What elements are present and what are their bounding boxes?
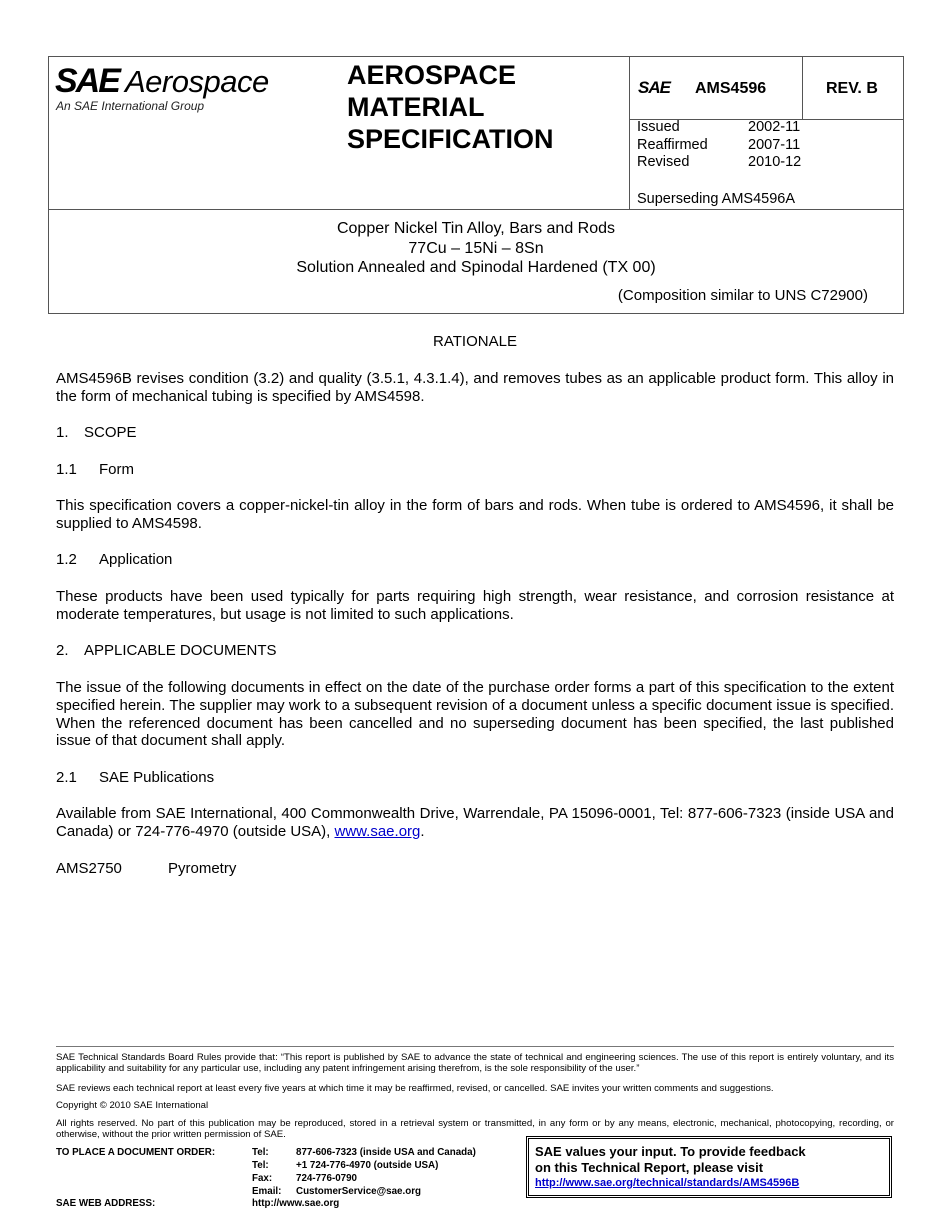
contact-label: Tel: (252, 1147, 269, 1158)
application-paragraph: These products have been used typically for parts requiring high strength, wear resistance, and corrosion resistance at moderate temperatures, but usage is not limited to such applications. (56, 588, 894, 623)
date-table (637, 119, 801, 172)
logo-sae-text: SAE (55, 62, 119, 100)
footer-rules-text: SAE Technical Standards Board Rules provide that: “This report is published by SAE to advance the state of technical and engineering sciences. The use of this report is entirely voluntary, and its applicability and suitability for any particular use, including any patent infringement arising therefrom, is the sole responsibility of the user.” (56, 1052, 894, 1075)
title-line: 77Cu – 15Ni – 8Sn (408, 239, 544, 257)
feedback-text: SAE values your input. To provide feedback (535, 1144, 806, 1159)
section-number: 2.1 (56, 769, 77, 786)
date-label: Reaffirmed (637, 136, 708, 153)
contact-row (252, 1146, 476, 1159)
rationale-paragraph: AMS4596B revises condition (3.2) and quality (3.5.1, 4.3.1.4), and removes tubes as an applicable product form. This alloy in the form of mechanical tubing is specified by AMS4598. (56, 370, 894, 405)
composition-note: (Composition similar to UNS C72900) (617, 287, 868, 304)
feedback-link[interactable]: http://www.sae.org/technical/standards/AMS4596B (535, 1177, 800, 1189)
doc-type-line: MATERIAL (347, 92, 485, 122)
header-divider (49, 209, 903, 210)
reference-row (56, 860, 236, 877)
section-form-heading (56, 461, 134, 478)
contact-row (252, 1185, 476, 1198)
document-id-row (630, 57, 904, 120)
title-line: Solution Annealed and Spinodal Hardened (TX 00) (296, 259, 656, 276)
section-number: 1.1 (56, 461, 77, 478)
section-publications-heading (56, 769, 214, 786)
publications-text: Available from SAE International, 400 Commonwealth Drive, Warrendale, PA 15096-0001, Tel: 877-606-7323 (inside USA and Canada) or 724-776-4970 (outside USA), (56, 805, 894, 840)
publications-paragraph (56, 805, 894, 841)
rationale-heading: RATIONALE (433, 333, 517, 350)
reference-title: Pyrometry (168, 860, 237, 877)
footer-review-text: SAE reviews each technical report at least every five years at which time it may be reaffirmed, revised, or cancelled. SAE invites your written comments and suggestions. (56, 1083, 774, 1094)
contact-row (252, 1159, 476, 1172)
contact-value: +1 724-776-4970 (outside USA) (296, 1160, 439, 1171)
reference-code: AMS2750 (56, 860, 122, 877)
title-line: Copper Nickel Tin Alloy, Bars and Rods (336, 220, 616, 237)
sae-mark-logo: SAE (638, 78, 670, 97)
section-title: SAE Publications (99, 769, 215, 786)
contact-label: Fax: (252, 1173, 273, 1184)
doc-type-line: AEROSPACE (347, 60, 517, 90)
footer-rights-text: All rights reserved. No part of this publication may be reproduced, stored in a retrieval system or transmitted, in any form or by any means, electronic, mechanical, photocopying, recording, or otherwise, without the prior written permission of SAE. (56, 1118, 894, 1141)
section-title: Form (99, 461, 134, 478)
date-label: Issued (637, 119, 680, 135)
contact-value: 724-776-0790 (296, 1173, 358, 1184)
web-address-label: SAE WEB ADDRESS: (56, 1198, 156, 1209)
logo-aerospace-text: Aerospace (125, 64, 269, 99)
doc-type-line: SPECIFICATION (347, 124, 554, 154)
contact-value: 877-606-7323 (inside USA and Canada) (296, 1147, 476, 1158)
section-documents-heading (56, 642, 277, 659)
section-title: APPLICABLE DOCUMENTS (84, 642, 277, 659)
section-number: 1.2 (56, 551, 77, 568)
section-scope-heading (56, 424, 137, 441)
sae-website-link[interactable]: www.sae.org (334, 822, 421, 840)
contact-label: Tel: (252, 1160, 269, 1171)
date-row (637, 137, 801, 155)
feedback-text: on this Technical Report, please visit (535, 1160, 764, 1175)
section-application-heading (56, 551, 172, 568)
footer-rule (56, 1046, 894, 1047)
date-label: Revised (637, 154, 690, 170)
contact-label: Email: (252, 1186, 282, 1197)
superseding-note: Superseding AMS4596A (637, 191, 795, 207)
section-title: Application (99, 551, 173, 568)
revision-label: REV. B (826, 80, 878, 97)
date-value: 2002-11 (748, 119, 801, 135)
id-row-divider (802, 57, 803, 119)
footer-copyright: Copyright © 2010 SAE International (56, 1100, 209, 1111)
document-title (48, 219, 904, 278)
contact-row (252, 1172, 476, 1185)
date-value: 2007-11 (748, 136, 801, 153)
document-number: AMS4596 (695, 80, 767, 97)
form-paragraph: This specification covers a copper-nickel-tin alloy in the form of bars and rods. When tube is ordered to AMS4596, it shall be supplied to AMS4598. (56, 497, 894, 532)
order-contacts (252, 1146, 476, 1198)
web-address-link[interactable]: http://www.sae.org (252, 1198, 340, 1209)
section-number: 2. (56, 642, 69, 659)
contact-email[interactable]: CustomerService@sae.org (296, 1186, 421, 1197)
date-row (637, 119, 801, 137)
date-value: 2010-12 (748, 154, 802, 170)
documents-paragraph: The issue of the following documents in effect on the date of the purchase order forms a part of this specification to the extent specified herein. The supplier may work to a subsequent revision of a document unless a specific document issue is specified. When the referenced document has been cancelled and no superseding document has been specified, the last published issue of that document shall apply. (56, 679, 894, 750)
document-type (347, 59, 554, 155)
date-row (637, 154, 801, 172)
feedback-box (526, 1136, 892, 1198)
logo-tagline: An SAE International Group (56, 99, 205, 113)
publications-text-end: . (420, 822, 425, 840)
section-number: 1. (56, 424, 69, 441)
sae-aerospace-logo (55, 63, 295, 115)
section-title: SCOPE (84, 424, 137, 441)
order-label: TO PLACE A DOCUMENT ORDER: (56, 1147, 216, 1158)
